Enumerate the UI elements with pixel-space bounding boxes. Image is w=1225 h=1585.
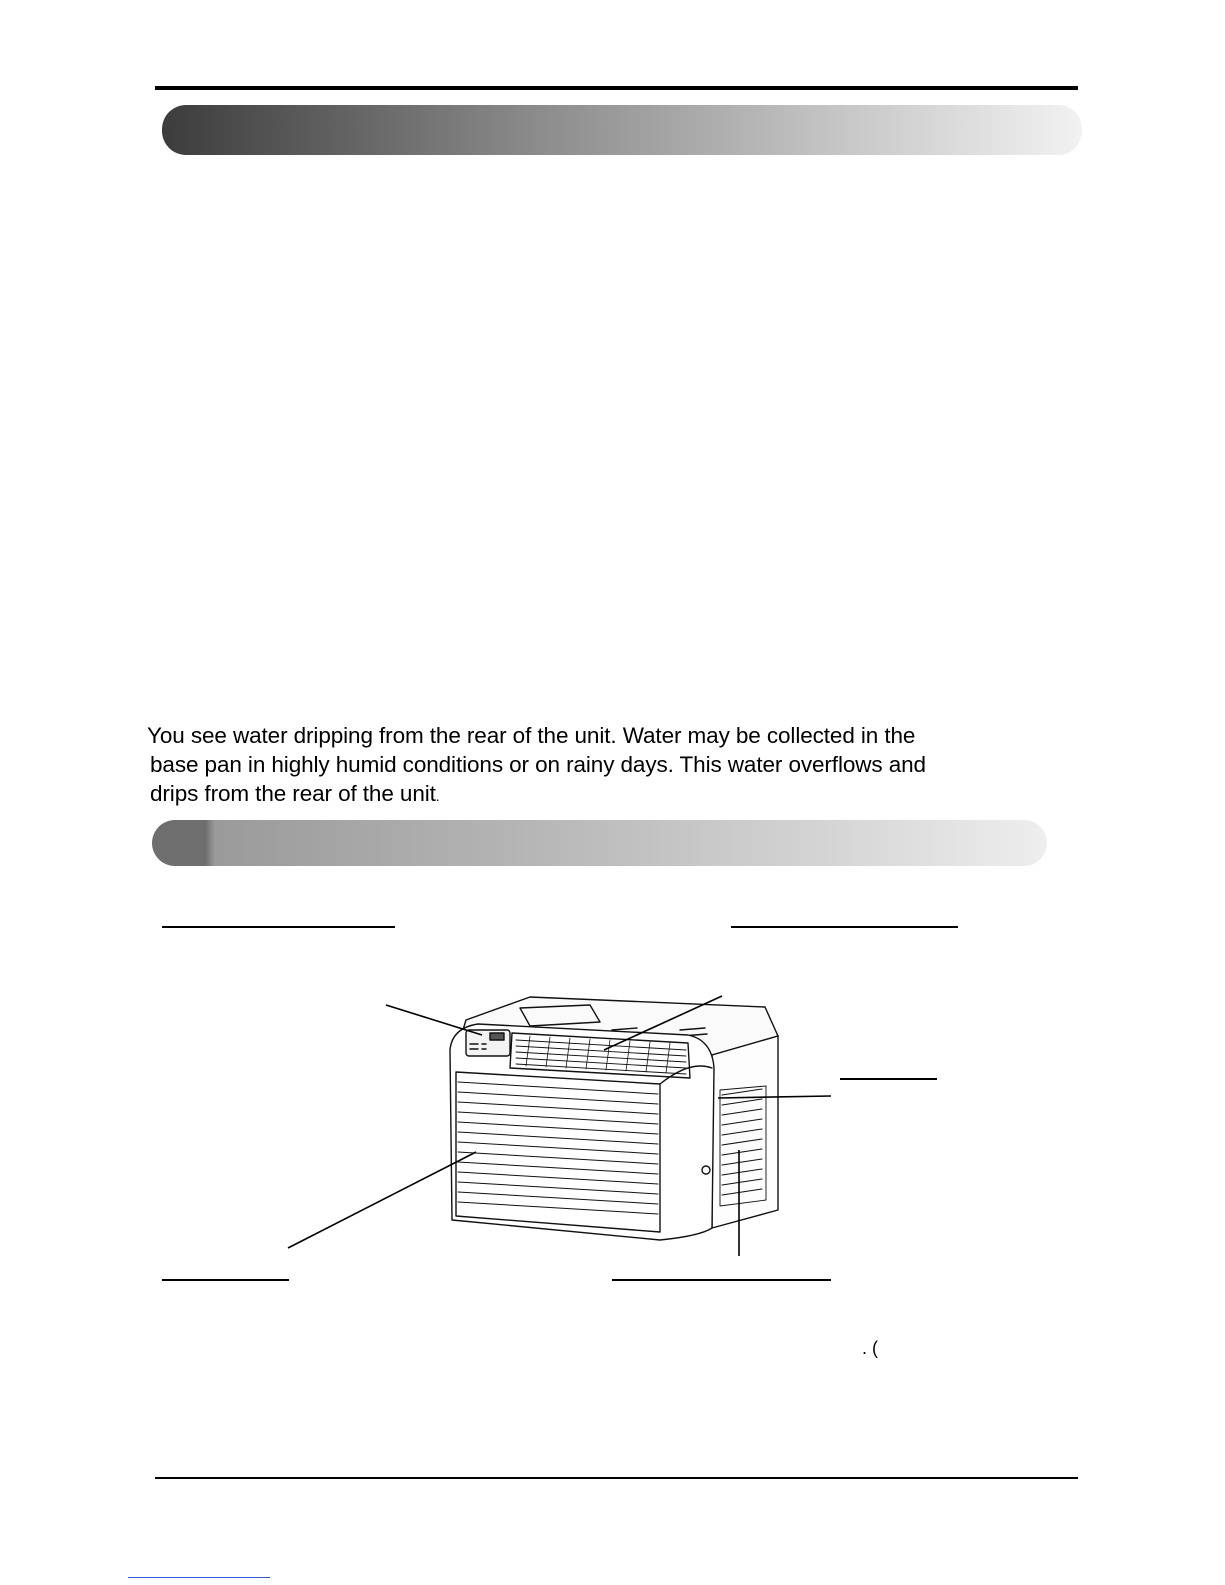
- note-line-3-end: .: [435, 788, 440, 804]
- note-line-3-text: drips from the rear of the unit: [150, 781, 436, 806]
- callout-front-grille: [288, 1152, 476, 1248]
- note-line-2: base pan in highly humid conditions or on rainy days. This water overflows and: [150, 752, 926, 777]
- note-line-1: You see water dripping from the rear of the unit. Water may be collected in the: [147, 723, 916, 748]
- stray-mark: . (: [862, 1338, 878, 1358]
- bottom-rule: [155, 1477, 1078, 1479]
- bottom-link-underline[interactable]: [128, 1577, 270, 1578]
